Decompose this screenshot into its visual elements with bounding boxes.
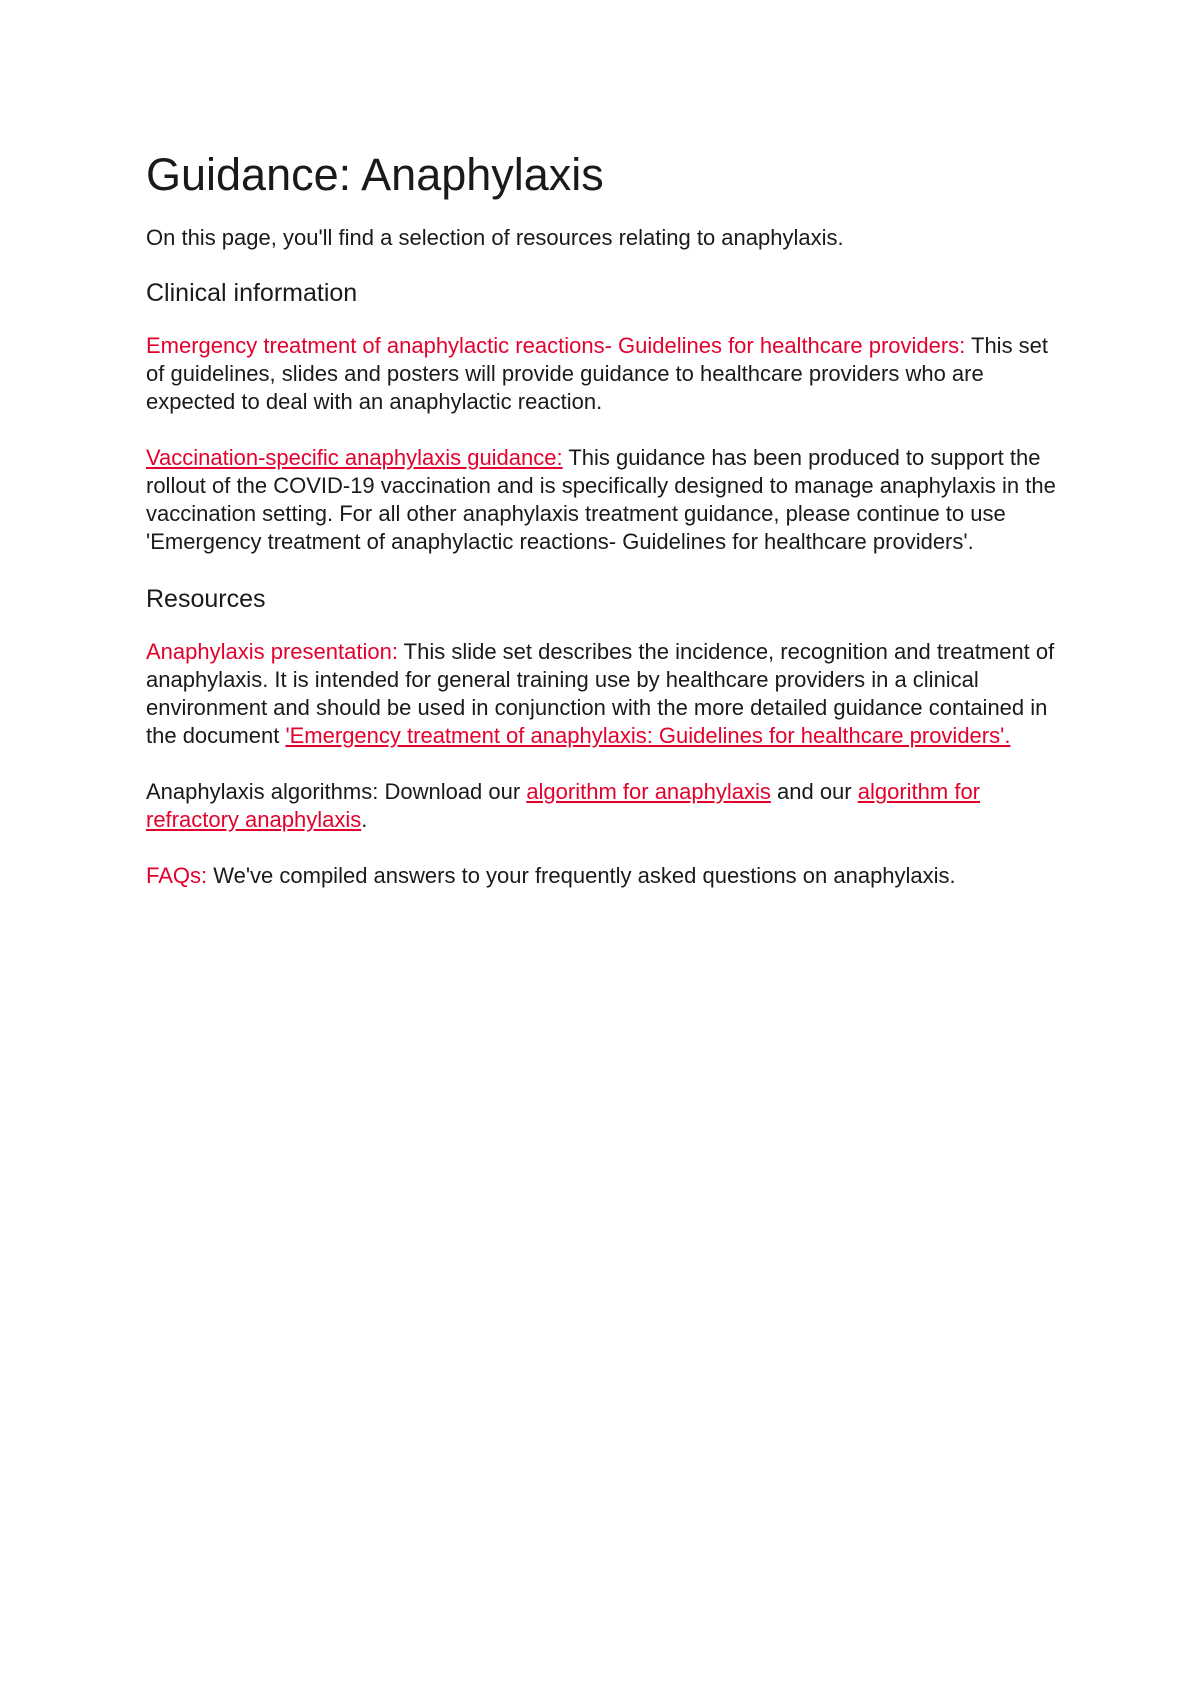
algorithm-anaphylaxis-link[interactable]: algorithm for anaphylaxis [526, 779, 771, 804]
presentation-text: This slide set describes the incidence, recognition and treatment of anaphylaxis. It is intended for general training use by healthcare providers in a clinical environment and should be used in conjunction with the more detailed guidance contained in the document [146, 639, 1055, 748]
presentation-label[interactable]: Anaphylaxis presentation: [146, 639, 398, 664]
emergency-treatment-text: This set of guidelines, slides and posters will provide guidance to healthcare providers who are expected to deal with an anaphylactic reaction. [146, 333, 1049, 414]
faqs-text: We've compiled answers to your frequently asked questions on anaphylaxis. [207, 863, 956, 888]
emergency-treatment-label[interactable]: Emergency treatment of anaphylactic reactions- Guidelines for healthcare providers: [146, 333, 966, 358]
emergency-treatment-document-link[interactable]: 'Emergency treatment of anaphylaxis: Guidelines for healthcare providers'. [285, 723, 1011, 748]
faqs-paragraph [146, 862, 1066, 890]
intro-paragraph: On this page, you'll find a selection of resources relating to anaphylaxis. [146, 225, 844, 250]
presentation-paragraph [146, 638, 1066, 750]
page-title: Guidance: Anaphylaxis [146, 149, 604, 200]
emergency-treatment-paragraph [146, 332, 1066, 416]
algorithm-refractory-anaphylaxis-link[interactable]: algorithm for refractory anaphylaxis [146, 779, 981, 832]
document-page [146, 148, 1066, 918]
vaccination-guidance-link[interactable]: Vaccination-specific anaphylaxis guidance: [146, 445, 563, 470]
clinical-information-heading: Clinical information [146, 279, 358, 307]
vaccination-guidance-paragraph [146, 444, 1066, 556]
algorithms-text-middle: and our [770, 779, 858, 804]
vaccination-guidance-text: This guidance has been produced to support the rollout of the COVID-19 vaccination and is specifically designed to manage anaphylaxis in the vaccination setting. For all other anaphylaxis treatment guidance, please continue to use 'Emergency treatment of anaphylactic reactions- Guidelines for healthcare providers'. [146, 445, 1056, 554]
faqs-label[interactable]: FAQs: [146, 863, 208, 888]
algorithms-paragraph [146, 778, 1066, 834]
algorithms-text-before: Anaphylaxis algorithms: Download our [146, 779, 527, 804]
algorithms-text-after: . [361, 807, 368, 832]
resources-heading: Resources [146, 585, 266, 613]
